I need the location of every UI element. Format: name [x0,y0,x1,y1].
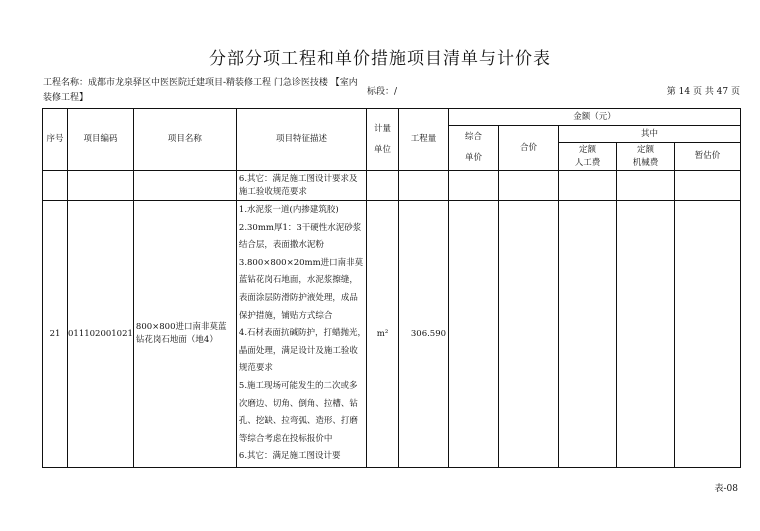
row1-name-line: 钻花岗石地面（地4） [135,335,218,345]
row1-name-line: 800×800进口南非莫蓝 [135,322,227,332]
row0-desc [236,171,366,201]
form-number: 表-08 [714,484,738,494]
row1-code: 011102001021 [68,201,134,468]
row0-name [133,171,236,201]
header-unit-price-line1: 综合 [465,132,483,142]
row1-name [133,201,236,468]
row1-desc-line: 6.其它：满足施工图设计要 [238,451,341,462]
header-labor-line2: 人工费 [574,157,601,168]
row1-desc-line: 次磨边、切角、倒角、拉槽、钻 [238,398,358,409]
row1-desc-line: 保护措施，铺贴方式综合 [238,310,333,321]
header-amount: 金额（元） [449,109,741,126]
row0-desc-line: 6.其它：满足施工图设计要求及 [238,173,358,184]
header-machine-line2: 机械费 [632,157,659,168]
header-unit-price [449,126,499,171]
row1-desc-line: 3.800×800×20mm进口南非莫 [238,257,364,268]
header-desc: 项目特征描述 [236,109,366,171]
project-info [43,76,363,106]
row1-desc-line: 2.30mm厚1：3干硬性水泥砂浆 [238,222,362,233]
header-seq: 序号 [43,109,68,171]
row1-desc-line: 规范要求 [238,363,273,374]
header-labor-line1: 定额 [579,144,597,155]
row1-qty: 306.590 [399,201,449,468]
row1-desc-line: 5.施工现场可能发生的二次或多 [238,380,358,391]
row1-unit: m² [367,201,399,468]
header-unit [367,109,399,171]
page-title: 分部分项工程和单价措施项目清单与计价表 [209,49,551,69]
row1-desc-line: 4.石材表面抗碱防护，打蜡抛光， [238,328,367,339]
table-row [43,201,741,468]
header-provisional: 暂估价 [675,143,741,171]
row1-desc-line: 晶面处理，满足设计及施工验收 [238,345,358,356]
project-label: 工程名称： [43,78,89,88]
header-code: 项目编码 [68,109,134,171]
row1-desc-line: 孔、挖缺、拉弯弧、造形、打磨 [238,416,358,427]
section-label: 标段：/ [367,87,398,97]
row1-desc-line: 1.水泥浆一道(内掺建筑胶) [238,205,339,216]
row1-seq: 21 [43,201,68,468]
header-unit-line1: 计量 [374,123,392,134]
header-unit-price-line2: 单价 [465,153,483,163]
row0-code [68,171,134,201]
row1-desc-line: 表面涂层防滑防护液处理，成品 [238,293,358,304]
row0-qty [399,171,449,201]
row1-desc-line: 结合层，表面撒水泥粉 [238,240,324,251]
row1-desc-line: 蓝钻花岗石地面，水泥浆擦缝， [238,275,358,286]
row1-desc-line: 等综合考虑在投标报价中 [238,433,333,444]
row0-desc-line: 施工验收规范要求 [238,186,307,197]
bill-table [42,108,741,468]
header-machine-line1: 定额 [637,144,655,155]
header-qty: 工程量 [399,109,449,171]
project-name: 成都市龙泉驿区中医医院迁建项目-精装修工程 门急诊医技楼 【室内装修工程】 [43,78,358,103]
header-machine [617,143,675,171]
header-unit-line2: 单位 [374,144,392,155]
row0-seq [43,171,68,201]
table-row [43,171,741,201]
row0-unit [367,171,399,201]
header-of-which: 其中 [559,126,741,143]
row1-desc [236,201,366,468]
header-total: 合价 [499,126,559,171]
page-number: 第 14 页 共 47 页 [666,87,740,97]
header-name: 项目名称 [133,109,236,171]
header-labor [559,143,617,171]
